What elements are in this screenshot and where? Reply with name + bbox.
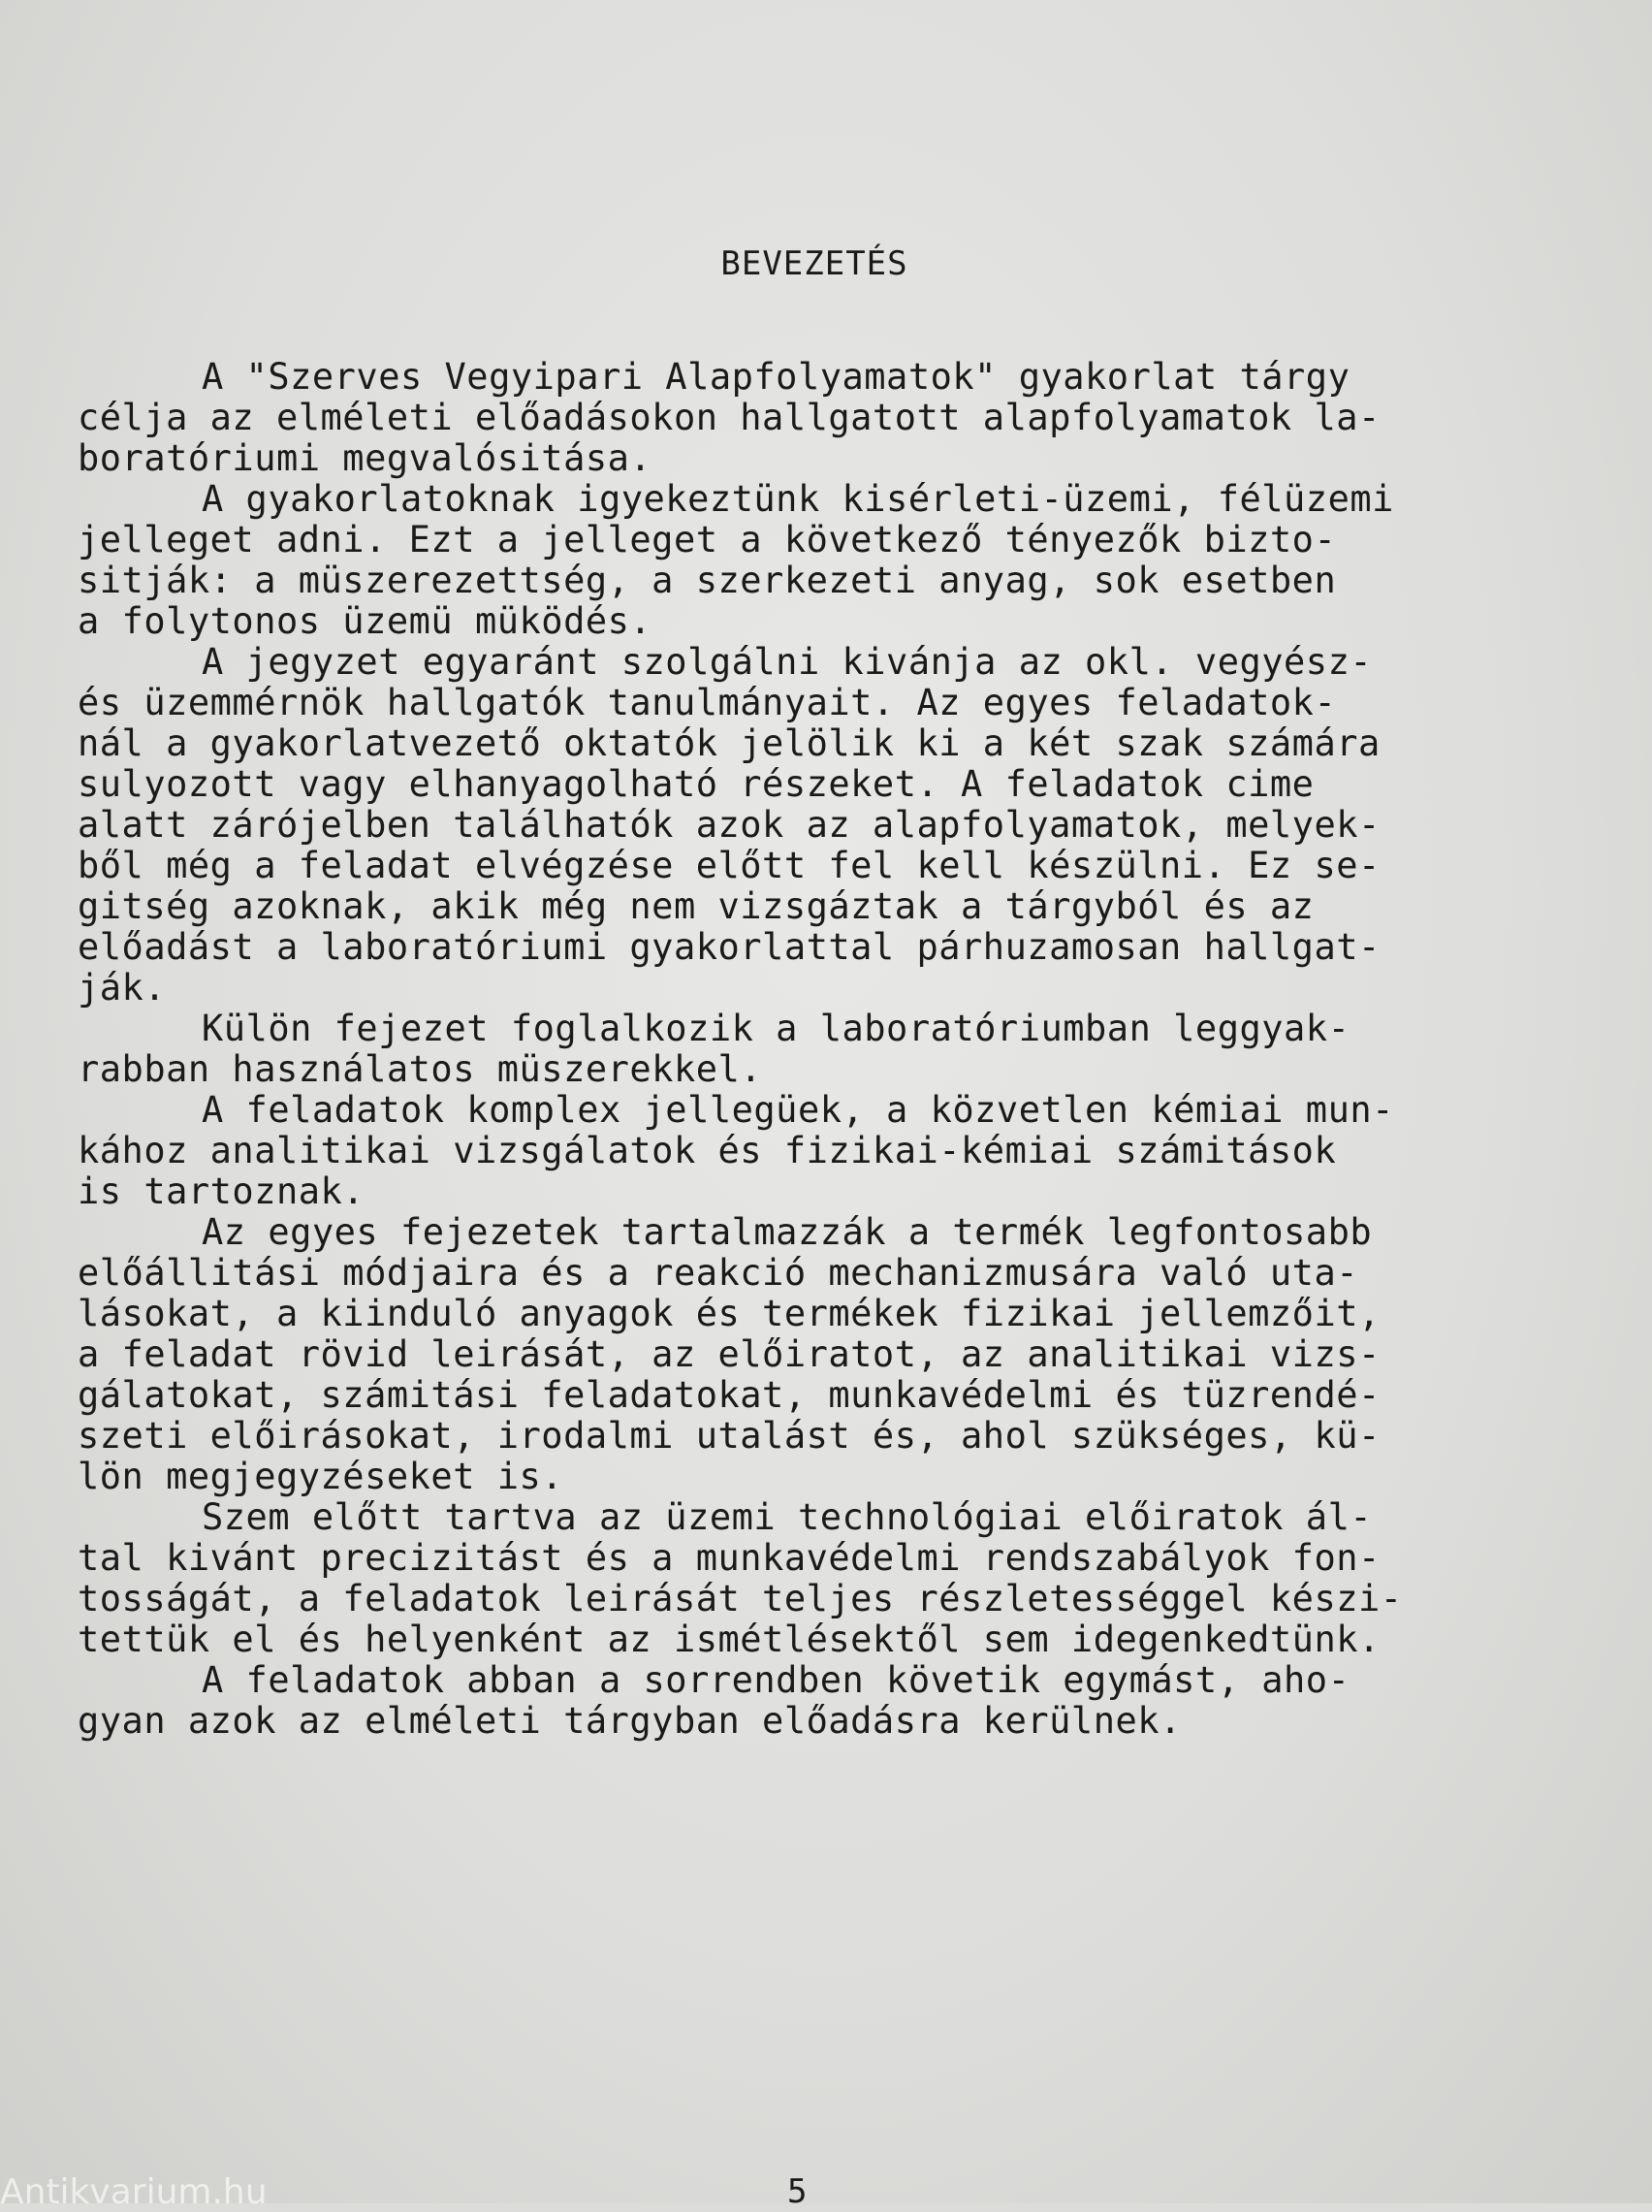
text-line: sulyozott vagy elhanyagolható részeket. A feladatok cime [78, 763, 1315, 805]
body-text [78, 357, 1590, 1742]
text-line: A gyakorlatoknak igyekeztünk kisérleti-üzemi, félüzemi [202, 478, 1394, 520]
text-line: is tartoznak. [78, 1170, 365, 1212]
text-line: tettük el és helyenként az ismétlésektől sem idegenkedtünk. [78, 1619, 1381, 1660]
text-line: tosságát, a feladatok leirását teljes részletességgel készi- [78, 1578, 1403, 1619]
text-line: szeti előirásokat, irodalmi utalást és, ahol szükséges, kü- [78, 1415, 1381, 1457]
text-line: célja az elméleti előadásokon hallgatott alapfolyamatok la- [78, 397, 1381, 438]
text-line: gitség azoknak, akik még nem vizsgáztak a tárgyból és az [78, 885, 1315, 927]
text-line: előállitási módjaira és a reakció mechanizmusára való uta- [78, 1252, 1359, 1294]
watermark: Antikvarium.hu [0, 2172, 268, 2212]
text-line: ből még a feladat elvégzése előtt fel kell készülni. Ez se- [78, 845, 1381, 886]
text-line: A jegyzet egyaránt szolgálni kivánja az okl. vegyész- [202, 641, 1373, 683]
text-line: rabban használatos müszerekkel. [78, 1048, 763, 1090]
text-line: alatt zárójelben találhatók azok az alapfolyamatok, melyek- [78, 804, 1381, 846]
text-line: sitják: a müszerezettség, a szerkezeti anyag, sok esetben [78, 560, 1337, 601]
text-line: A feladatok komplex jellegüek, a közvetlen kémiai mun- [202, 1089, 1394, 1131]
page-title: BEVEZETÉS [720, 244, 908, 283]
text-line: és üzemmérnök hallgatók tanulmányait. Az egyes feladatok- [78, 682, 1337, 723]
text-line: lásokat, a kiinduló anyagok és termékek fizikai jellemzőit, [78, 1293, 1381, 1334]
text-line: Az egyes fejezetek tartalmazzák a termék legfontosabb [202, 1211, 1373, 1253]
text-line: kához analitikai vizsgálatok és fizikai-kémiai számitások [78, 1130, 1337, 1171]
text-line: a feladat rövid leirását, az előiratot, az analitikai vizs- [78, 1333, 1381, 1375]
text-line: előadást a laboratóriumi gyakorlattal párhuzamosan hallgat- [78, 926, 1381, 968]
text-line: boratóriumi megvalósitása. [78, 437, 652, 479]
text-line: gyan azok az elméleti tárgyban előadásra kerülnek. [78, 1700, 1182, 1742]
text-line: jelleget adni. Ezt a jelleget a következő tényezők bizto- [78, 519, 1337, 561]
text-line: A "Szerves Vegyipari Alapfolyamatok" gyakorlat tárgy [202, 356, 1350, 398]
text-line: gálatokat, számitási feladatokat, munkavédelmi és tüzrendé- [78, 1374, 1381, 1416]
page-number: 5 [787, 2172, 808, 2211]
text-line: Szem előtt tartva az üzemi technológiai előiratok ál- [202, 1496, 1373, 1538]
text-line: lön megjegyzéseket is. [78, 1456, 564, 1497]
text-line: ják. [78, 967, 167, 1009]
text-line: tal kivánt precizitást és a munkavédelmi rendszabályok fon- [78, 1537, 1381, 1579]
text-line: A feladatok abban a sorrendben követik egymást, aho- [202, 1659, 1350, 1701]
text-line: Külön fejezet foglalkozik a laboratóriumban leggyak- [202, 1008, 1350, 1049]
text-line: nál a gyakorlatvezető oktatók jelölik ki a két szak számára [78, 722, 1381, 764]
text-line: a folytonos üzemü müködés. [78, 600, 652, 642]
